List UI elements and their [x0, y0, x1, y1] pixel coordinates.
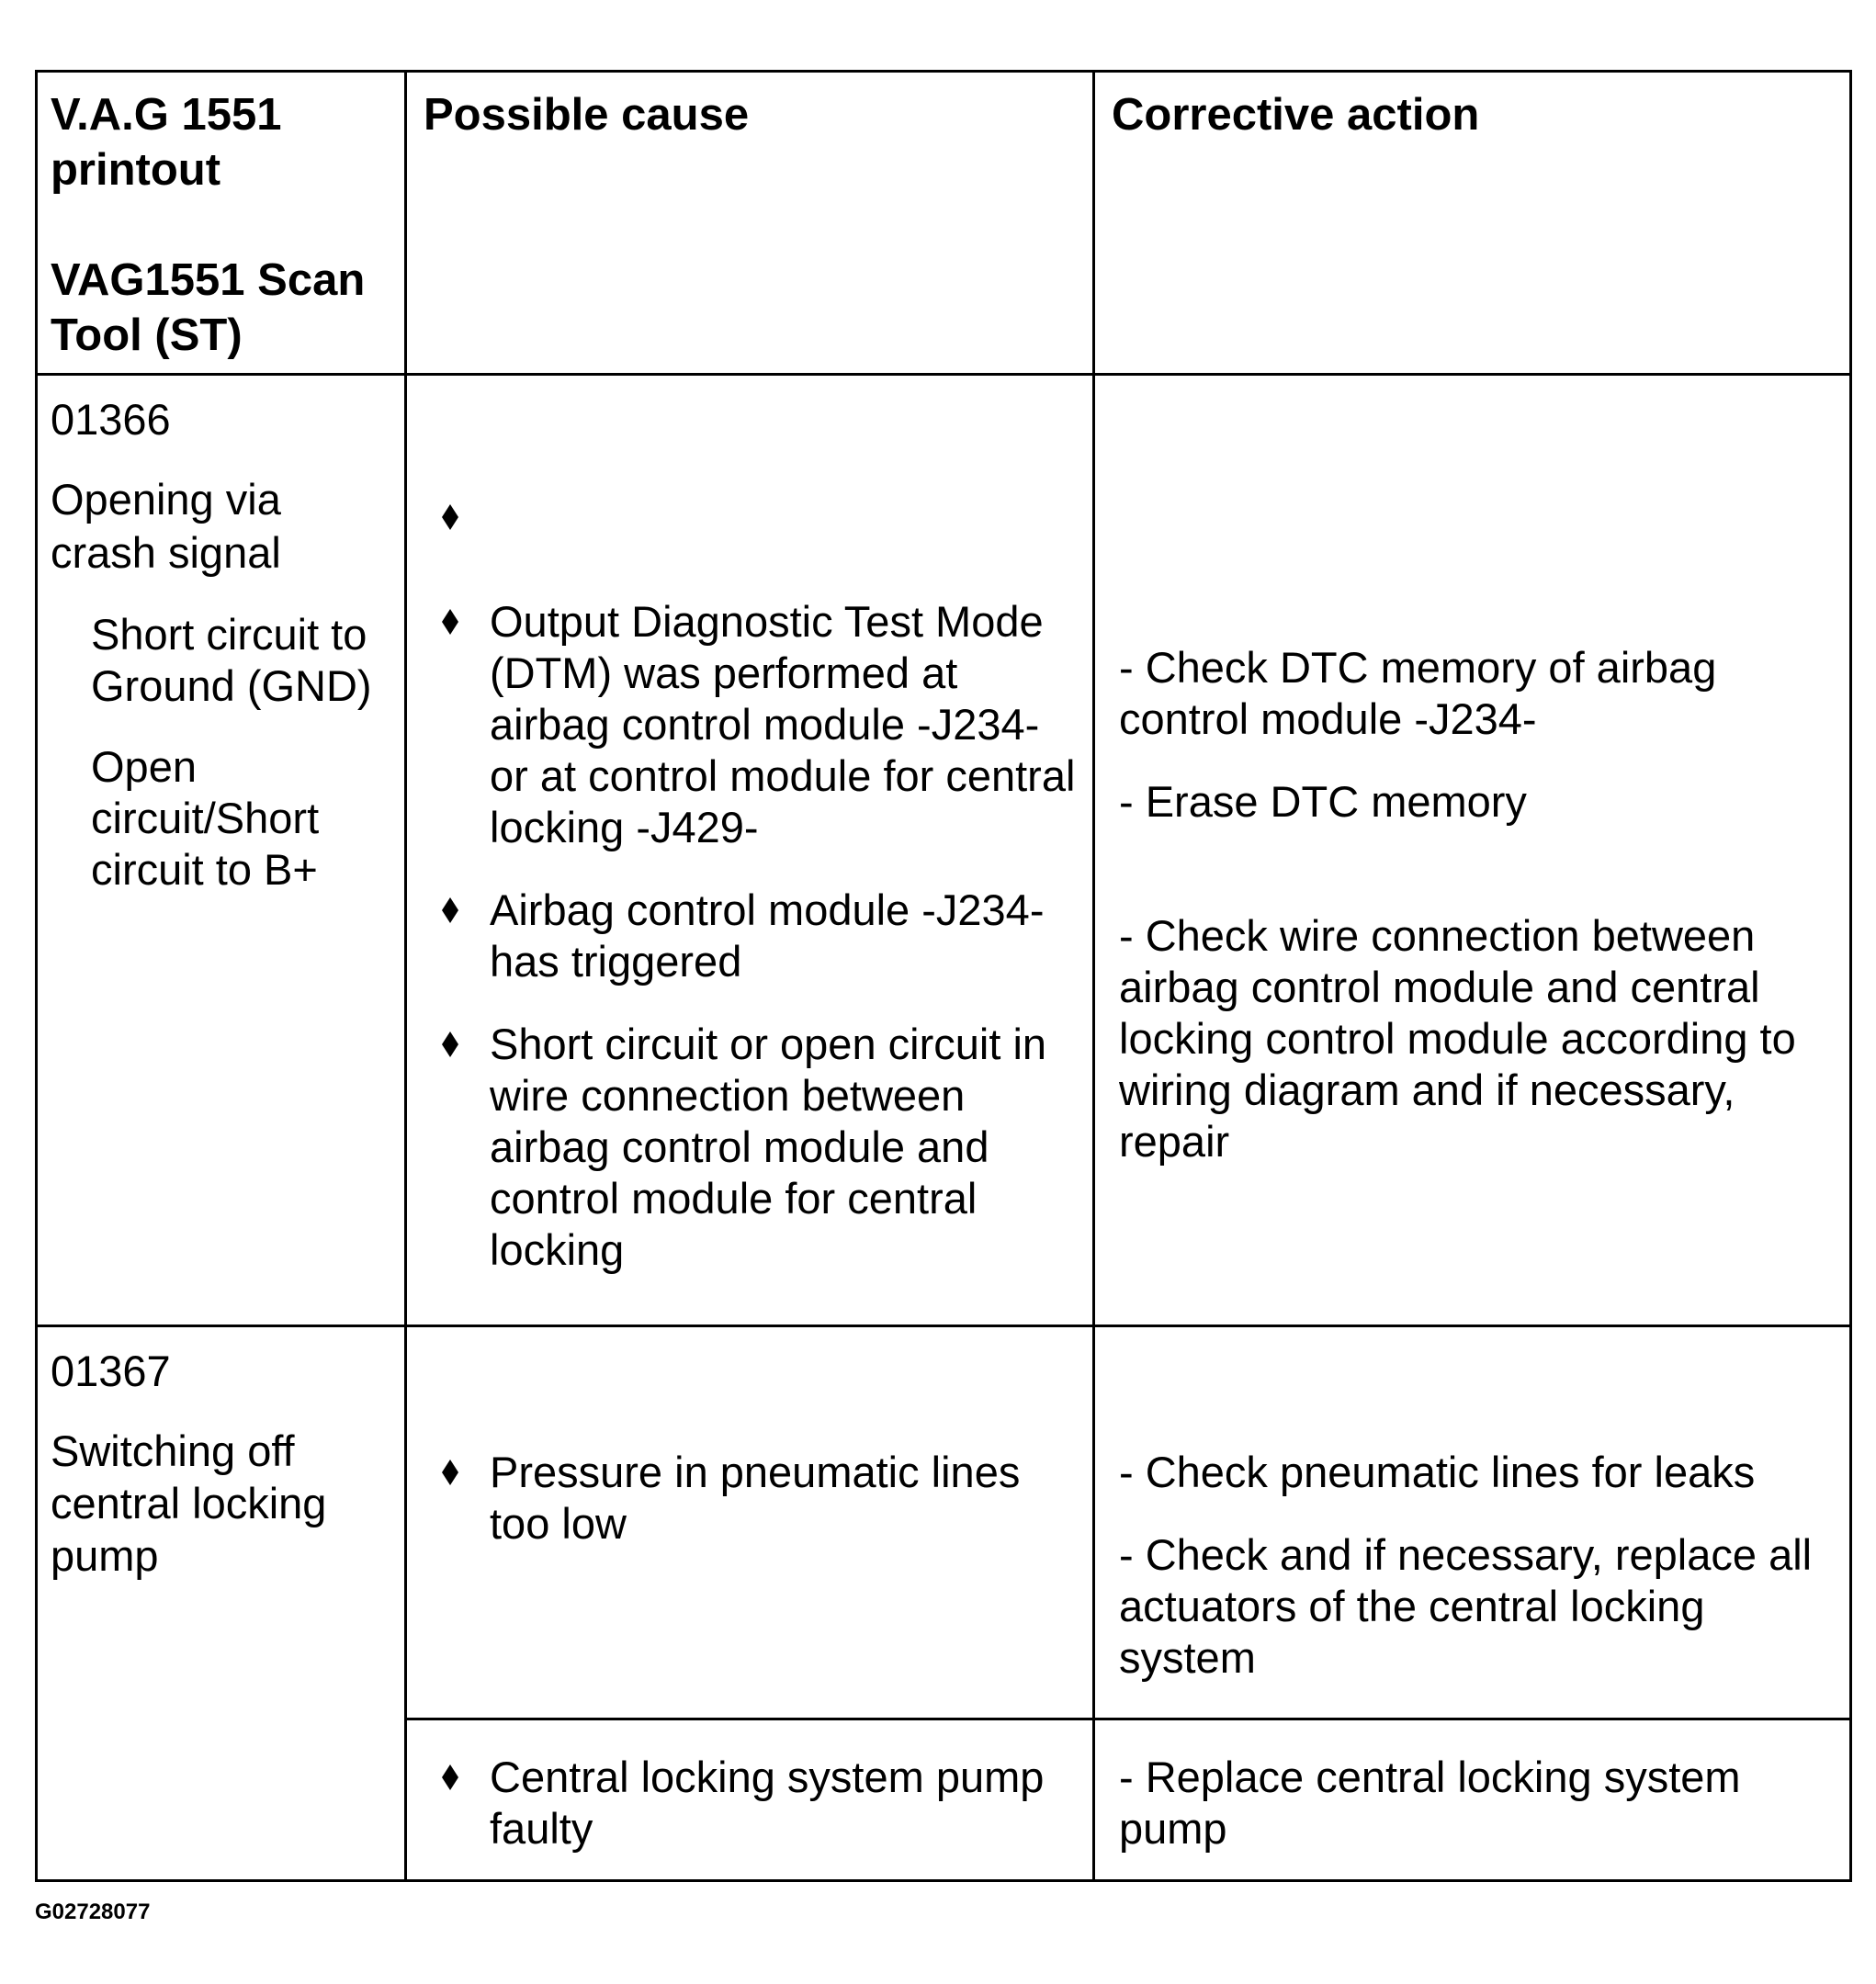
- dtc-cell-01366: [37, 375, 406, 1326]
- list-item: Output Diagnostic Test Mode (DTM) was performed at airbag control module -J234- or at control module for central locking -J429-: [407, 596, 1083, 853]
- diamond-bullet-icon: [440, 609, 460, 635]
- table-row: [37, 375, 1851, 1326]
- cause-list: [407, 1752, 1092, 1854]
- dtc-description: Opening via crash signal: [51, 475, 281, 577]
- header-corrective-action: Corrective action: [1094, 72, 1851, 375]
- dtc-condition: Open circuit/Short circuit to B+: [91, 742, 320, 894]
- list-item: Airbag control module -J234- has triggered: [407, 885, 1083, 987]
- dtc-cell-01367: [37, 1326, 406, 1881]
- dtc-code: 01366: [51, 395, 171, 444]
- diamond-bullet-icon: [440, 1460, 460, 1485]
- dtc-condition: Short circuit to Ground (GND): [91, 610, 372, 710]
- table-row: [37, 1326, 1851, 1719]
- action-cell: [1094, 1719, 1851, 1881]
- list-item: Short circuit or open circuit in wire connection between airbag control module and control module for central locking: [407, 1019, 1083, 1276]
- header-possible-cause: Possible cause: [406, 72, 1094, 375]
- diamond-bullet-icon: [440, 1764, 460, 1790]
- cause-cell: [406, 1326, 1094, 1719]
- dtc-code: 01367: [51, 1347, 171, 1395]
- dtc-description: Switching off central locking pump: [51, 1426, 327, 1580]
- diamond-bullet-icon: [440, 504, 460, 530]
- action-item: - Check and if necessary, replace all actuators of the central locking system: [1119, 1530, 1813, 1682]
- cause-cell: [406, 375, 1094, 1326]
- action-cell: [1094, 1326, 1851, 1719]
- table-header-row: [37, 72, 1851, 375]
- action-item: - Erase DTC memory: [1119, 777, 1527, 826]
- header-printout-line1: V.A.G 1551 printout: [51, 90, 282, 195]
- header-printout-line2: VAG1551 Scan Tool (ST): [51, 255, 366, 360]
- cause-cell: [406, 1719, 1094, 1881]
- action-item: - Replace central locking system pump: [1119, 1753, 1741, 1853]
- figure-id: G02728077: [35, 1899, 151, 1924]
- action-cell: [1094, 375, 1851, 1326]
- cause-list: [407, 1447, 1092, 1550]
- dtc-table: [35, 70, 1852, 1882]
- action-item: - Check wire connection between airbag control module and central locking control module according to wiring diagram and if necessary, repair: [1119, 911, 1796, 1166]
- list-item: Pressure in pneumatic lines too low: [407, 1447, 1083, 1550]
- action-item: - Check DTC memory of airbag control module -J234-: [1119, 643, 1717, 743]
- list-item: Central locking system pump faulty: [407, 1752, 1083, 1854]
- diamond-bullet-icon: [440, 1031, 460, 1057]
- action-item: - Check pneumatic lines for leaks: [1119, 1448, 1756, 1496]
- diamond-bullet-icon: [440, 897, 460, 923]
- list-item: [407, 491, 1083, 543]
- cause-list: [407, 491, 1092, 1276]
- header-printout: [37, 72, 406, 375]
